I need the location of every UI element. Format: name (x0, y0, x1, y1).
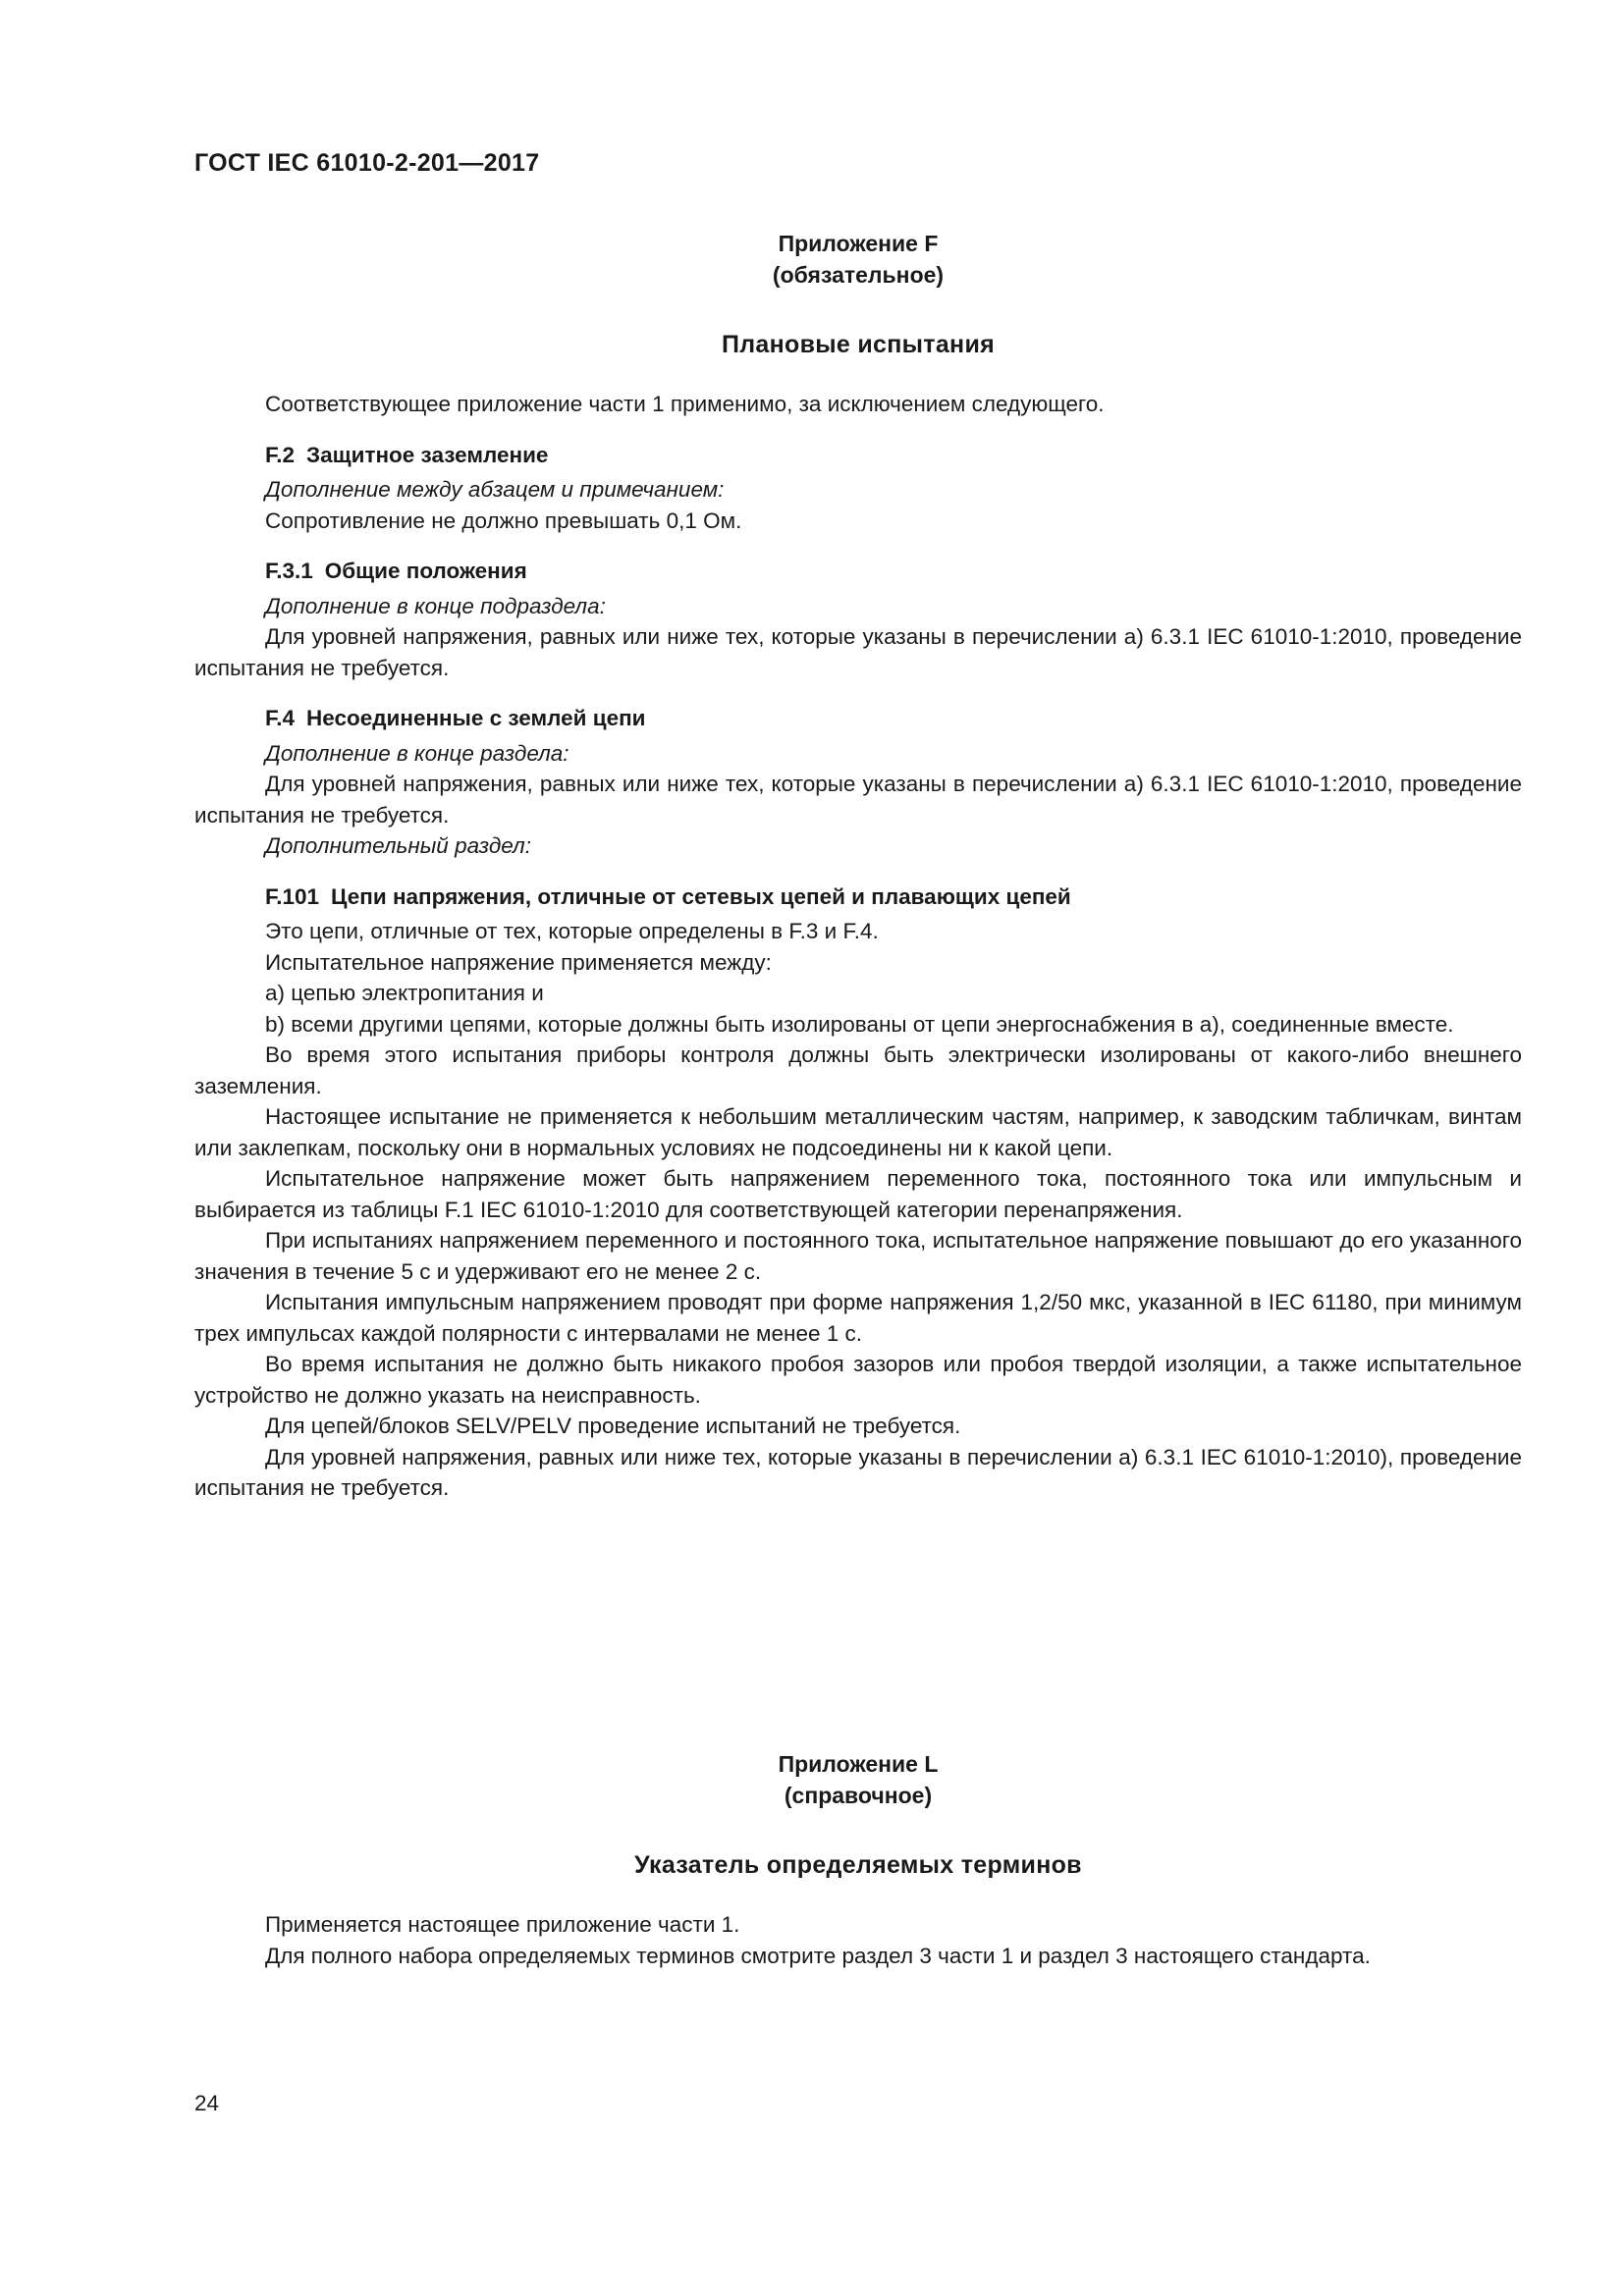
clause-f2-number: F.2 (265, 442, 296, 467)
clause-f4-number: F.4 (265, 706, 296, 730)
f101-paragraph: Испытания импульсным напряжением проводят при форме напряжения 1,2/50 мкс, указанной в IEC 61180, при минимум трех импульсах каждой полярности с интервалами не менее 1 с. (194, 1290, 1522, 1346)
annex-l-paragraph: Применяется настоящее приложение части 1. (265, 1912, 740, 1937)
clause-f4-text: Для уровней напряжения, равных или ниже тех, которые указаны в перечислении a) 6.3.1 IEC 61010-1:2010, проведение испытания не требуется. (194, 772, 1522, 828)
clause-f4-heading (265, 703, 1522, 734)
clause-f2-title: Защитное заземление (306, 442, 549, 467)
clause-f31-text: Для уровней напряжения, равных или ниже тех, которые указаны в перечислении a) 6.3.1 IEC 61010-1:2010, проведение испытания не требуется. (194, 624, 1522, 680)
clause-f31-title: Общие положения (324, 559, 527, 583)
clause-f101-number: F.101 (265, 883, 320, 909)
f101-list-item-b: b) всеми другими цепями, которые должны быть изолированы от цепи энергоснабжения в a), соединенные вместе. (265, 1011, 1454, 1037)
page-number: 24 (194, 2091, 220, 2115)
clause-f4-title: Несоединенные с землей цепи (306, 706, 646, 730)
f101-paragraph: Это цепи, отличные от тех, которые определены в F.3 и F.4. (265, 919, 879, 943)
f101-paragraph: Испытательное напряжение может быть напряжением переменного тока, постоянного тока или импульсным и выбирается из таблицы F.1 IEC 61010-1:2010 для соответствующей категории перенапряжения. (194, 1166, 1522, 1222)
f101-paragraph: При испытаниях напряжением переменного и постоянного тока, испытательное напряжение повышают до его указанного значения в течение 5 с и удерживают его не менее 2 с. (194, 1228, 1522, 1284)
annex-f-intro: Соответствующее приложение части 1 применимо, за исключением следующего. (265, 392, 1105, 416)
annex-f-status: (обязательное) (772, 262, 945, 288)
clause-f31-note: Дополнение в конце подраздела: (265, 593, 606, 618)
clause-f4-note: Дополнение в конце раздела: (265, 740, 569, 766)
clause-f31-number: F.3.1 (265, 559, 313, 583)
clause-f101-title: Цепи напряжения, отличные от сетевых цепей и плавающих цепей (331, 883, 1071, 909)
f101-paragraph: Настоящее испытание не применяется к небольшим металлическим частям, например, к заводским табличкам, винтам или заклепкам, поскольку они в нормальных условиях не подсоединены ни к какой цепи. (194, 1104, 1522, 1160)
clause-f31-heading (265, 556, 1522, 587)
annex-l-name: Указатель определяемых терминов (634, 1851, 1082, 1879)
annex-l-title: Приложение L (778, 1751, 939, 1777)
annex-f-title: Приложение F (778, 231, 939, 256)
annex-l (194, 1748, 1522, 1971)
f101-paragraph: Во время этого испытания приборы контроля должны быть электрически изолированы от какого-либо внешнего заземления. (194, 1042, 1522, 1098)
clause-f2-note: Дополнение между абзацем и примечанием: (265, 477, 725, 502)
clause-f101-heading (265, 881, 1522, 913)
clause-f2-text: Сопротивление не должно превышать 0,1 Ом. (265, 507, 742, 533)
annex-l-paragraph: Для полного набора определяемых терминов смотрите раздел 3 части 1 и раздел 3 настоящего стандарта. (265, 1943, 1371, 1968)
annex-f (194, 228, 1522, 1504)
f101-paragraph: Для цепей/блоков SELV/PELV проведение испытаний не требуется. (265, 1414, 961, 1438)
annex-f-name: Плановые испытания (721, 331, 996, 358)
f101-paragraph: Испытательное напряжение применяется между: (265, 949, 772, 975)
f101-list-item-a: a) цепью электропитания и (265, 981, 544, 1005)
standard-code: ГОСТ IEC 61010-2-201—2017 (194, 149, 540, 177)
f101-paragraph: Во время испытания не должно быть никакого пробоя зазоров или пробоя твердой изоляции, а также испытательное устройство не должно указать на неисправность. (194, 1352, 1522, 1408)
f101-paragraph: Для уровней напряжения, равных или ниже тех, которые указаны в перечислении a) 6.3.1 IEC 61010-1:2010), проведение испытания не требуется. (194, 1444, 1522, 1500)
clause-f4-additional: Дополнительный раздел: (265, 833, 531, 858)
annex-l-status: (справочное) (784, 1783, 933, 1808)
clause-f2-heading (265, 440, 1522, 471)
